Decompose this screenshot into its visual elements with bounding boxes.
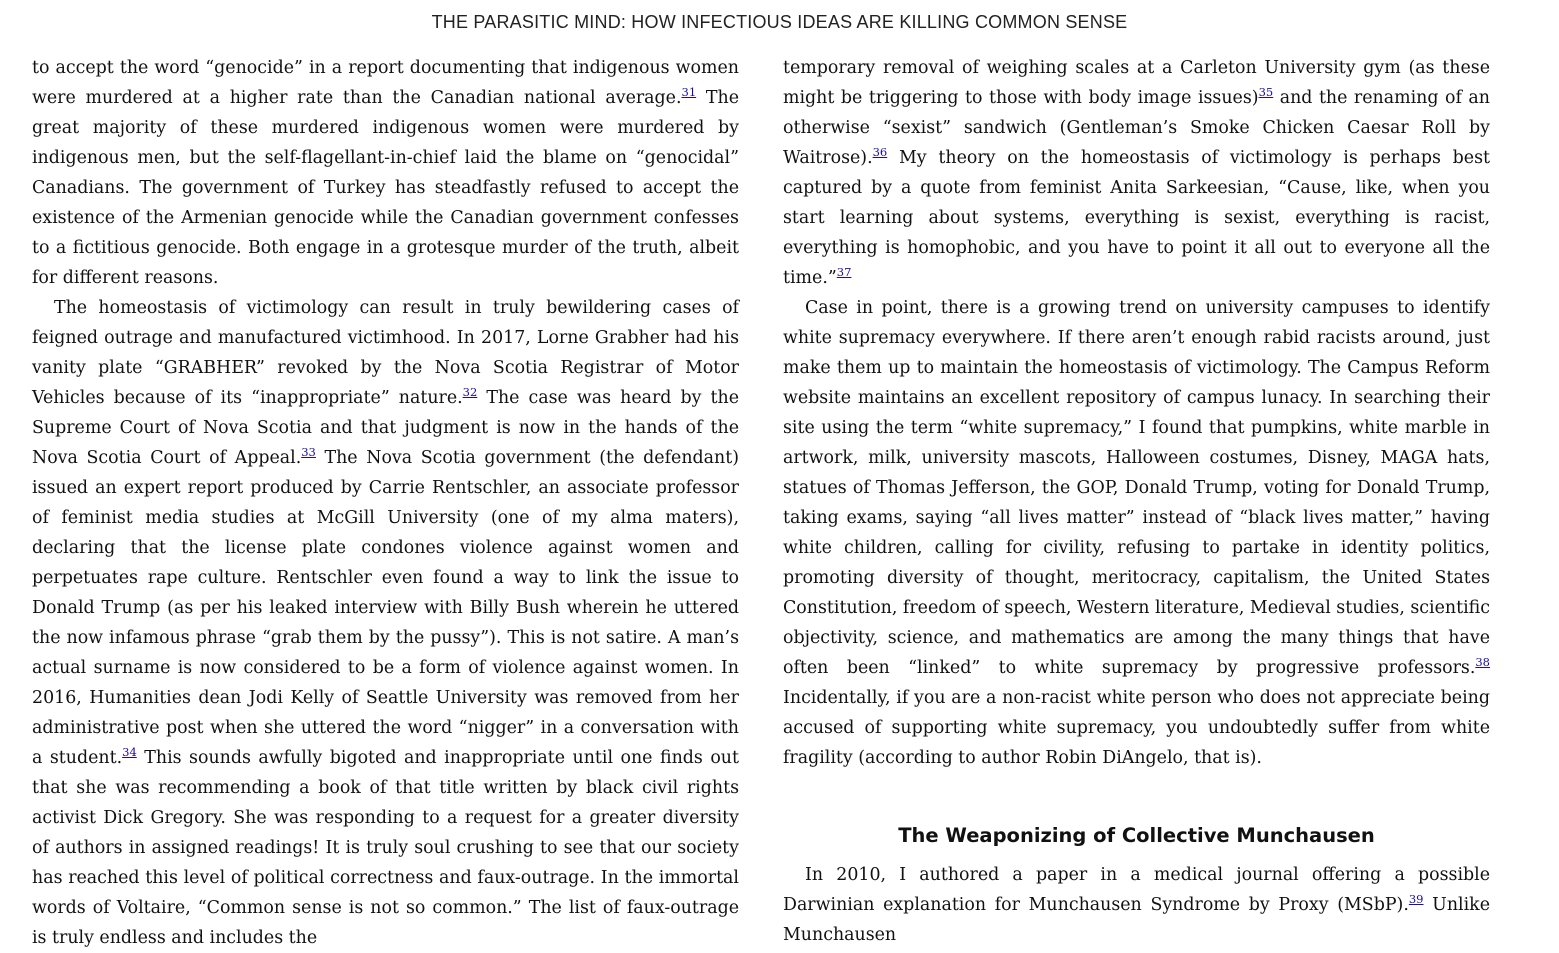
footnote-ref	[837, 265, 852, 279]
footnote-link[interactable]: 35	[1258, 85, 1274, 100]
footnote-ref	[1475, 655, 1490, 669]
running-header: THE PARASITIC MIND: HOW INFECTIOUS IDEAS ARE KILLING COMMON SENSE	[431, 12, 1128, 32]
paragraph-text: Incidentally, if you are a non-racist white person who does not appreciate being accused of supporting white supremacy, you undoubtedly suffer from white fragility (according to author Robin DiAngelo, that is).	[783, 688, 1490, 768]
footnote-link[interactable]: 39	[1408, 892, 1424, 907]
footnote-link[interactable]: 31	[681, 85, 697, 100]
footnote-ref	[682, 85, 697, 99]
paragraph-text: The case was heard by the Supreme Court of Nova Scotia and that judgment is now in the hands of the Nova Scotia Court of Appeal.	[32, 388, 739, 468]
paragraph	[783, 53, 1490, 293]
paragraph-text: The great majority of these murdered indigenous women were murdered by indigenous men, but the self-flagellant-in-chief laid the blame on “genocidal” Canadians. The government of Turkey has steadfastly refused to accept the existence of the Armenian genocide while the Canadian government confesses to a fictitious genocide. Both engage in a grotesque murder of the truth, albeit for different reasons.	[32, 88, 739, 288]
paragraph-text: and the renaming of an otherwise “sexist” sandwich (Gentleman’s Smoke Chicken Caesar Roll by Waitrose).	[783, 88, 1491, 168]
paragraph-text: temporary removal of weighing scales at a Carleton University gym (as these might be triggering to those with body image issues)	[783, 58, 1490, 108]
footnote-link[interactable]: 33	[301, 445, 316, 460]
footnote-link[interactable]: 36	[872, 145, 888, 160]
footnote-ref	[1259, 85, 1274, 99]
left-column	[32, 53, 739, 953]
paragraph	[32, 53, 739, 293]
paragraph-text: In 2010, I authored a paper in a medical journal offering a possible Darwinian explanation for Munchausen Syndrome by Proxy (MSbP).	[783, 865, 1490, 915]
footnote-ref	[1409, 892, 1424, 906]
footnote-ref	[122, 745, 137, 759]
paragraph-text: This sounds awfully bigoted and inappropriate until one finds out that she was recommending a book of that title written by black civil rights activist Dick Gregory. She was responding to a request for a greater diversity of authors in assigned readings! It is truly soul crushing to see that our society has reached this level of political correctness and faux-outrage. In the immortal words of Voltaire, “Common sense is not so common.” The list of faux-outrage is truly endless and includes the	[32, 748, 739, 948]
paragraph-text: The homeostasis of victimology can result in truly bewildering cases of feigned outrage and manufactured victimhood. In 2017, Lorne Grabher had his vanity plate “GRABHER” revoked by the Nova Scotia Registrar of Motor Vehicles because of its “inappropriate” nature.	[32, 298, 739, 408]
paragraph-text: Unlike Munchausen	[783, 895, 1490, 945]
footnote-link[interactable]: 32	[462, 385, 478, 400]
paragraph-text: The Nova Scotia government (the defendant) issued an expert report produced by Carrie Rentschler, an associate professor of feminist media studies at McGill University (one of my alma maters), declaring that the license plate condones violence against women and perpetuates rape culture. Rentschler even found a way to link the issue to Donald Trump (as per his leaked interview with Billy Bush wherein he uttered the now infamous phrase “grab them by the pussy”). This is not satire. A man’s actual surname is now considered to be a form of violence against women. In 2016, Humanities dean Jodi Kelly of Seattle University was removed from her administrative post when she uttered the word “nigger” in a conversation with a student.	[32, 448, 739, 768]
paragraph-text: to accept the word “genocide” in a report documenting that indigenous women were murdered at a higher rate than the Canadian national average.	[32, 58, 739, 108]
footnote-ref	[873, 145, 888, 159]
right-column	[783, 53, 1490, 950]
paragraph-text: My theory on the homeostasis of victimology is perhaps best captured by a quote from feminist Anita Sarkeesian, “Cause, like, when you start learning about systems, everything is sexist, everything is racist, everything is homophobic, and you have to point it all out to everyone all the time.”	[783, 148, 1490, 288]
footnote-ref	[301, 445, 316, 459]
paragraph	[783, 293, 1490, 773]
footnote-ref	[463, 385, 478, 399]
section-heading: The Weaponizing of Collective Munchausen	[898, 824, 1375, 847]
paragraph	[32, 293, 739, 953]
footnote-link[interactable]: 37	[836, 265, 852, 280]
paragraph-text: Case in point, there is a growing trend on university campuses to identify white supremacy everywhere. If there aren’t enough rabid racists around, just make them up to maintain the homeostasis of victimology. The Campus Reform website maintains an excellent repository of campus lunacy. In searching their site using the term “white supremacy,” I found that pumpkins, white marble in artwork, milk, university mascots, Halloween costumes, Disney, MAGA hats, statues of Thomas Jefferson, the GOP, Donald Trump, voting for Donald Trump, taking exams, saying “all lives matter” instead of “black lives matter,” having white children, calling for civility, refusing to partake in identity politics, promoting diversity of thought, meritocracy, capitalism, the United States Constitution, freedom of speech, Western literature, Medieval studies, scientific objectivity, science, and mathematics are among the many things that have often been “linked” to white supremacy by progressive professors.	[783, 298, 1490, 678]
footnote-link[interactable]: 34	[122, 745, 137, 760]
paragraph	[783, 860, 1490, 950]
footnote-link[interactable]: 38	[1475, 655, 1490, 670]
